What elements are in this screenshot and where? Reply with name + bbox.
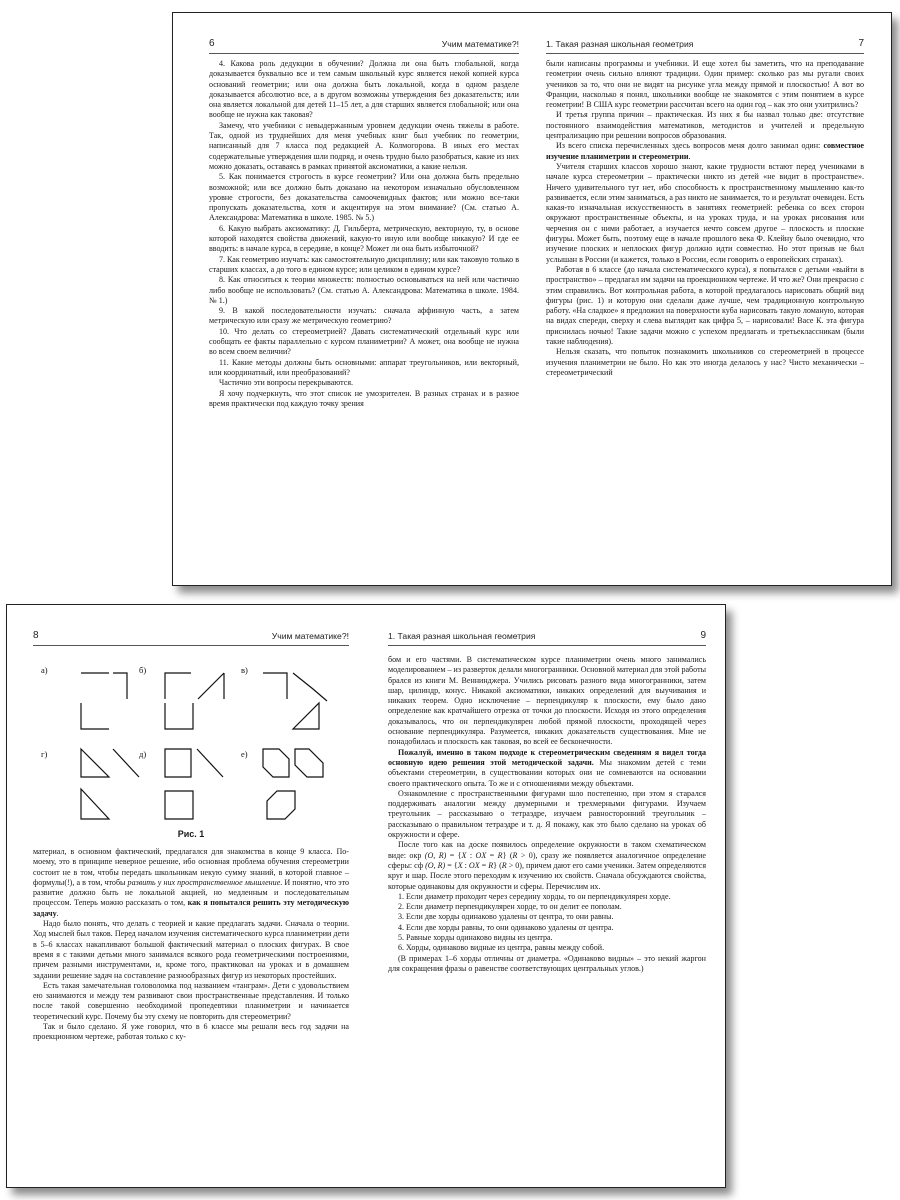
page-text [388,655,706,974]
view-e-3 [267,791,295,819]
paragraph: 4. Какова роль дедукции в обучении? Должна ли она быть глобальной, когда доказывается буквально все и тем самым школьный курс является некой копией курса оснований геометрии; или она должна быть локальной, когда в одном разделе доказывается абсолютно все, а в другом возможны утверждения без доказательств; или она является локальной для детей 11–15 лет, а для старших является глобальной; или она вообще не нужна как таковая? [209,59,519,120]
list-item: 2. Если диаметр перпендикулярен хорде, то он делит ее пополам. [398,902,622,912]
running-title: Учим математике?! [271,631,349,641]
paragraph: Частично эти вопросы перекрываются. [219,378,354,388]
page-6 [173,13,532,585]
view-e-2 [295,749,323,777]
label-b: б) [139,665,147,675]
paragraph: 7. Как геометрию изучать: как самостоятельную дисциплину; или как таковую только в старших классах, а до того в едином курсе; или целиком в едином курсе? [209,254,520,274]
list-item: 4. Если две хорды равны, то они одинаково удалены от центра. [398,922,614,932]
figure-1-drawings [41,659,341,829]
list-item: 1. Если диаметр проходит через середину хорды, то он перпендикулярен хорде. [398,891,671,901]
paragraph: бом и его частями. В систематическом курсе планиметрии очень много занимались моделированием – из разверток делали многогранники. Основной материал для этой работы брался из книги М. Веннинджера. Учились рисовать разного вида многогранники, затем шар, цилиндр, конус. Никакой аксиоматики, никаких определений для выучивания и никаких теорем. Одно исключение – перпендикуляр к плоскости, ему было дано определение как кратчайшего отрезка от точки до плоскости. Исходя из этого определения доказывалось, что он перпендикулярен любой прямой плоскости, проходящей через основание перпендикуляра. Разумеется, никаких доказательств существования. Мне не понадобилась и плоскость как таковая, во всей ее бесконечности. [388,655,706,747]
running-title: 1. Такая разная школьная геометрия [546,39,694,49]
paragraph: материал, в основном фактический, предлагался для знакомства в конце 9 класса. По-моему, это в принципе неверное решение, ибо основная проблема обучения стереометрии состоит не в том, чтобы передать школьникам некую сумму знаний, в которой главное – формулы(!), а в том, чтобы развить у них пространственное мышление. И понятно, что это развитие должно быть не локальной акцией, но медленным и последовательным процессом. Теперь можно рассказать о том, как я попытался решить эту методическую задачу. [33,847,350,918]
figure-caption: Рис. 1 [177,829,205,839]
label-v: в) [241,665,248,675]
view-a-3 [81,703,109,729]
view-d-3 [165,791,193,819]
view-e-1 [263,749,289,777]
label-d: д) [139,749,147,759]
paragraph: 11. Какие методы должны быть основными: аппарат треугольников, или векторный, или координатный, или преобразований? [209,357,519,377]
page-number: 6 [209,38,215,49]
page-text [33,847,349,1043]
header-rule [33,645,349,646]
paragraph: Я хочу подчеркнуть, что этот список не умозрителен. В разных странах и в разное время практически под каждую точку зрения [209,388,519,408]
view-g-2 [113,749,139,777]
paragraph: 5. Как понимается строгость в курсе геометрии? Или она должна быть предельно возможной; или все должно быть доказано на некотором изначально обусловленном уровне строгости, без доказательства самоочевидных фактов; или можно все-таки пропускать доказательства, хотя и акцентируя на этом внимание? (См. статью А. Александрова: Математика в школе. 1985. № 5.) [209,172,519,223]
paragraph: Есть такая замечательная головоломка под названием «танграм». Дети с удовольствием ею занимаются и между тем развивают свои пространственные представления. И только после такой совершенно необходимой пропедевтики планиметрии и начинается теоретический курс. Почему бы эту схему не повторить для стереометрии? [33,980,349,1021]
running-title: 1. Такая разная школьная геометрия [388,631,536,641]
paragraph: Учителя старших классов хорошо знают, какие трудности встают перед учениками в начале курса стереометрии – практически никто из детей «не видит в пространстве». Ничего удивительного тут нет, ибо способность к пространственному мышлению как-то развивается, если этим заниматься, а раз никто не занимается, то и результат очевиден. Есть какая-то изначальная искусственность в занятиях геометрией: ребенка со всех сторон окружают пространственные объекты, и на уроках труда, и на уроках рисования или черчения он с ними работает, а изучается нечто совсем другое – плоскость и плоские фигуры. Может быть, поэтому еще в начале прошлого века Ф. Клейну было очевидно, что изучение плоских и неплоских фигур должно идти совместно. Но этот призыв не был услышан в России (и кажется, только в России, если говорить о европейских странах). [546,161,864,264]
paragraph: Из всего списка перечисленных здесь вопросов меня долго занимал один: совместное изучение планиметрии и стереометрии. [546,141,864,161]
page-number: 9 [700,630,706,641]
view-b-4 [165,703,193,729]
view-d-1 [165,749,191,777]
header-rule [388,645,706,646]
paragraph: Пожалуй, именно в таком подходе к стереометрическим сведениям я видел тогда основную идею решения этой методической задачи. Мы знакомим детей с теми объектами стереометрии, в существовании которых они не сомневаются на основании своего практического опыта. То же и с отношениями между объектами. [388,747,706,788]
paragraph: После того как на доске появилось определение окружности в таком схематическом виде: окр (O, R) = {X : OX = R} (R > 0), сразу же появляется аналогичное определение сферы: сф (O, R) = {X : OX = R} (R > 0), причем дают его сами ученики. Затем определяются круг и шар. После этого переходим к изучению их свойств. Сначала обсуждаются свойства, которые одинаковы для окружности и сферы. Перечислим их. [388,840,707,891]
paragraph: Нельзя сказать, что попыток познакомить школьников со стереометрией в процессе изучения планиметрии не было. Но как это иногда делалось у нас? Чисто механически – стереометрический [546,347,864,377]
page-7 [532,13,891,585]
view-v-3 [293,703,319,729]
bottom-book-spread [6,604,726,1188]
header-rule [209,53,519,54]
paragraph: 6. Какую выбрать аксиоматику: Д. Гильберта, метрическую, векторную, ту, в основе которой находятся свойства движений, какую-то иную или вообще никакую? И где ее вводить: в начале курса, в середине, в конце? Может ли она быть избыточной? [209,223,519,254]
view-a-2 [113,673,127,699]
paragraph: Так и было сделано. Я уже говорил, что в 6 классе мы решали весь год задачи на проекционном чертеже, работая только с ку- [33,1022,349,1042]
running-title: Учим математике?! [441,39,519,49]
paragraph: были написаны программы и учебники. И еще хотел бы заметить, что на преподавание геометрии очень сильно влияют традиции. Один пример: сколько раз мы ругали своих учеников за то, что они не видят на рисунке угла между прямой и плоскостью! А вот во Франции, насколько я понял, школьники вообще не знакомятся с этим понятием в курсе геометрии! В США курс геометрии рассчитан всего на один год – как это они ухитрились? [546,59,864,110]
page-number: 8 [33,630,39,641]
view-v-1 [263,673,287,699]
list-item: 6. Хорды, одинаково видные из центра, равны между собой. [398,943,605,953]
paragraph: 8. Как относиться к теории множеств: полностью основываться на ней или частично либо вообще не использовать? (См. статью А. Александрова: Математика в школе. 1984. № 1.) [209,275,519,305]
page-text [209,59,519,409]
paragraph: Замечу, что учебники с невыдержанным уровнем дедукции очень тяжелы в работе. Так, одной из труднейших для меня учебных книг был учебник по геометрии, написанный для 7 класса под редакцией А. Колмогорова. В иных его местах содержательные утверждения шли подряд, и очень трудно было разобраться, какие из них можно доказать, оставаясь в рамках принятой аксиоматики, а какие нельзя. [209,120,519,171]
paragraph: (В примерах 1–6 хорды отличны от диаметра. «Одинаково видны» – это некий жаргон для сокращения фразы о равенстве соответствующих центральных углов.) [388,953,706,973]
view-b-1 [165,673,191,699]
list-item: 3. Если две хорды одинаково удалены от центра, то они равны. [398,912,614,922]
page-8 [7,605,366,1187]
page-number: 7 [858,38,864,49]
paragraph: Надо было понять, что делать с теорией и какие предлагать задачи. Сначала о теории. Ход мыслей был таков. Перед началом изучения систематического курса планиметрии дети в 5–6 классах накапливают большой фактический материал о плоских фигурах. В свое время я с такими детьми много занимался всякого рода геометрическими построениями, причем разными инструментами, и, кроме того, практиковал на уроках и в домашнем задании решение задач на составление разнообразных фигур из некоторых простейших. [33,919,349,980]
view-v-2 [293,673,327,701]
view-b-2 [198,673,224,699]
paragraph: Работая в 6 классе (до начала систематического курса), я попытался с детьми «выйти в пространство» – предлагал им задачи на проекционном чертеже. И что же? Они прекрасно с этим справились. Вот контрольная работа, в которой предлагалось нарисовать общий вид фигуры (рис. 1) и которую они сделали даже лучше, чем традиционную контрольную работу. «На сладкое» я предложил на поверхности куба нарисовать такую ломаную, которая на видах спереди, сверху и слева выглядит как цифра 5, – нарисовали! Васе К. эта фигура приснилась ночью! Такие задачи можно с успехом предлагать и третьеклассникам (были такие наблюдения). [546,264,864,347]
view-g-1 [81,749,109,777]
list-item: 5. Равные хорды одинаково видны из центра. [398,933,553,943]
label-a: а) [41,665,48,675]
view-d-2 [197,749,223,777]
label-e: е) [241,749,248,759]
top-book-spread [172,12,892,586]
label-g: г) [41,749,48,759]
page-9 [366,605,725,1187]
paragraph: 10. Что делать со стереометрией? Давать систематический отдельный курс или сообщать ее факты параллельно с курсом планиметрии? А может, она вообще не нужна во всем своем величии? [209,326,519,357]
view-g-3 [81,789,109,819]
header-rule [546,53,864,54]
figure-1 [41,659,341,841]
paragraph: Ознакомление с пространственными фигурами шло постепенно, при этом я старался поддерживать аналогии между двумерными и трехмерными фигурами. Изучаем треугольник – рассказываю о тетраэдре, изучаем равносторонний треугольник – рассказываю о правильном тетраэдре и т. д. Я покажу, как это было сделано на уроках об окружности и сфере. [388,788,706,840]
page-text [546,59,864,378]
paragraph: И третья группа причин – практическая. Из них я бы назвал только две: отсутствие постоянного взаимодействия математиков, методистов и учителей и предельную централизацию при решении вопросов образования. [546,110,864,141]
paragraph: 9. В какой последовательности изучать: сначала аффинную часть, а затем метрическую или сразу же метрическую геометрию? [209,306,519,326]
